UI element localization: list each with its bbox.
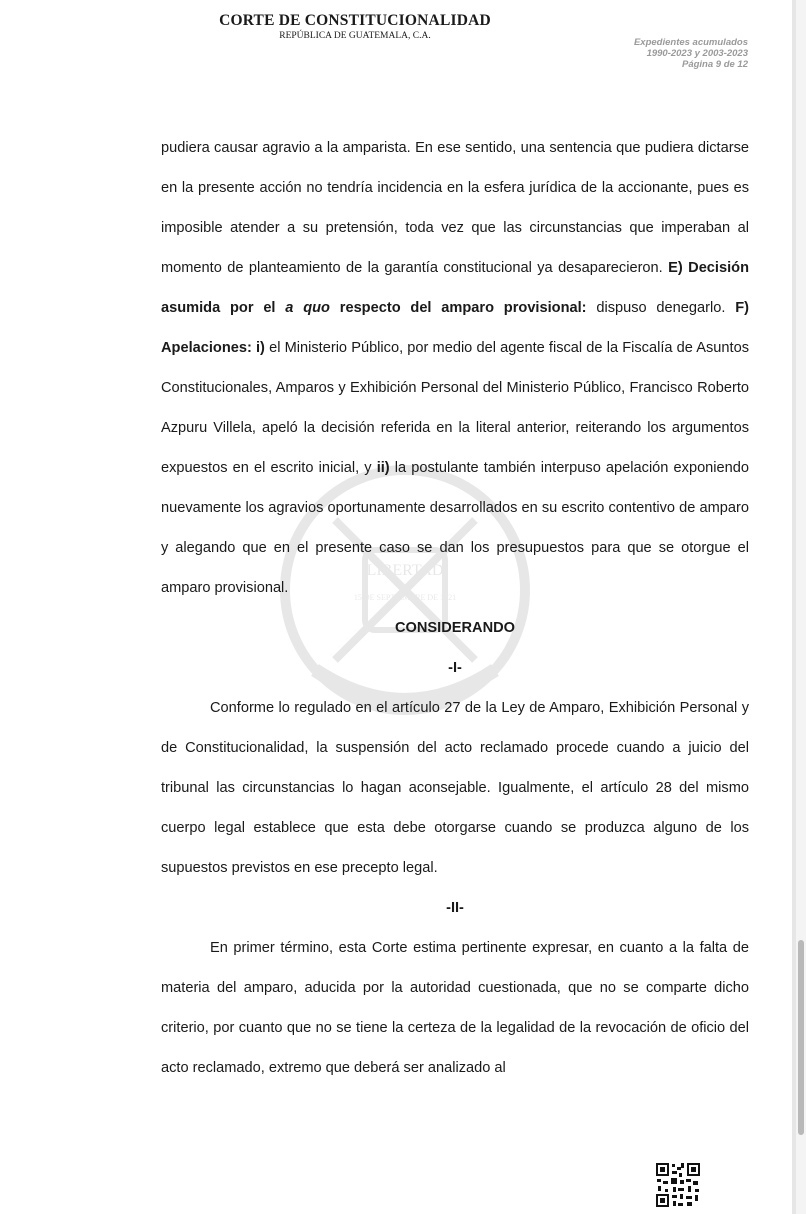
p1-seg-1: E) Decisión asumida por el [161, 260, 749, 316]
section-heading-2: -II- [446, 900, 464, 916]
watermark-bottom-text: 15 DE SEPTIEMBRE DE 1821 [353, 593, 457, 602]
court-header [200, 12, 510, 41]
p1-seg-8: la postulante también interpuso apelación exponiendo nuevamente los agravios oportunamente desarrollados en su escrito contentivo de amparo y alegando que en el presente caso se dan los presupuestos para que se otorgue el amparo provisional. [161, 460, 750, 596]
p1-seg-0: pudiera causar agravio a la amparista. En ese sentido, una sentencia que pudiera dictarse en la presente acción no tendría incidencia en la esfera jurídica de la accionante, pues es imposible atender a su pretensión, toda vez que las circunstancias que imperaban al momento de planteamiento de la garantía constitucional ya desaparecieron. [161, 140, 749, 276]
p1-seg-5: F) Apelaciones: i) [161, 300, 749, 356]
case-info-line2: 1990-2023 y 2003-2023 [646, 48, 748, 59]
p1-seg-6: el Ministerio Público, por medio del agente fiscal de la Fiscalía de Asuntos Constitucionales, Amparos y Exhibición Personal del Ministerio Público, Francisco Roberto Azpuru Villela, apeló la decisión referida en la literal anterior, reiterando los argumentos expuestos en el escrito inicial, y [161, 340, 749, 476]
section-heading-1: -I- [448, 660, 462, 676]
paragraph-2: Conforme lo regulado en el artículo 27 de la Ley de Amparo, Exhibición Personal y de Constitucionalidad, la suspensión del acto reclamado procede cuando a juicio del tribunal las circunstancias lo hagan aconsejable. Igualmente, el artículo 28 del mismo cuerpo legal establece que esta debe otorgarse cuando se produzca alguno de los supuestos previstos en ese precepto legal. [161, 700, 749, 876]
p1-seg-4: dispuso denegarlo. [586, 300, 736, 316]
case-info [634, 37, 748, 70]
scrollbar-track[interactable] [796, 0, 806, 1214]
republic-name: REPÚBLICA DE GUATEMALA, C.A. [279, 31, 431, 41]
p1-seg-3: respecto del amparo provisional: [329, 300, 587, 316]
case-info-line1: Expedientes acumulados [633, 37, 748, 48]
paragraph-1 [161, 128, 749, 608]
page-number: Página 9 de 12 [681, 59, 748, 70]
watermark-top-text: LIBERTAD [366, 562, 444, 579]
p1-seg-7: ii) [376, 460, 390, 476]
document-body [161, 128, 749, 1088]
paragraph-3: En primer término, esta Corte estima pertinente expresar, en cuanto a la falta de materia del amparo, aducida por la autoridad cuestionada, que no se comparte dicho criterio, por cuanto que no se tiene la certeza de la legalidad de la revocación de oficio del acto reclamado, extremo que deberá ser analizado al [161, 940, 749, 1076]
qr-code-icon [655, 1162, 701, 1208]
court-name: CORTE DE CONSTITUCIONALIDAD [219, 12, 491, 29]
p1-seg-2: a quo [285, 300, 330, 316]
scrollbar-thumb[interactable] [798, 940, 804, 1135]
considerando-heading: CONSIDERANDO [395, 620, 515, 636]
